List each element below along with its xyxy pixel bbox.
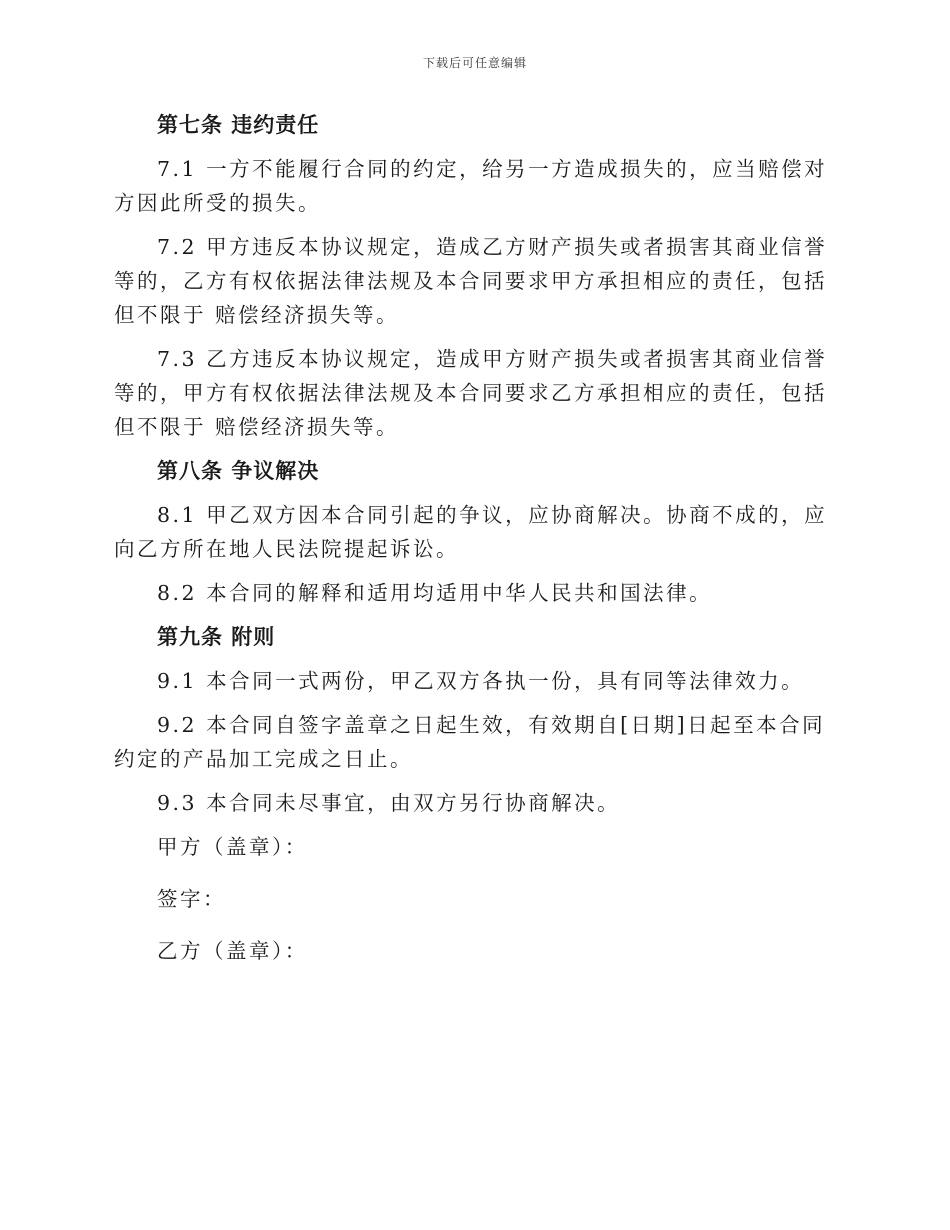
header-note: 下载后可任意编辑 <box>422 56 527 70</box>
section-heading: 第九条 附则 <box>157 625 276 649</box>
clause-7-2: 7.2 甲方违反本协议规定，造成乙方财产损失或者损害其商业信誉等的，乙方有权依据法律法规及本合同要求甲方承担相应的责任，包括但不限于 赔偿经济损失等。 <box>114 235 828 327</box>
section-7 <box>114 108 838 444</box>
section-heading: 第七条 违约责任 <box>157 113 320 137</box>
party-a-seal-label: 甲方（盖章）： <box>157 835 308 859</box>
clause-9-2: 9.2 本合同自签字盖章之日起生效，有效期自[日期]日起至本合同约定的产品加工完成之日止。 <box>114 713 826 771</box>
clause-9-3: 9.3 本合同未尽事宜，由双方另行协商解决。 <box>157 791 621 815</box>
signature-label: 签字： <box>157 887 226 911</box>
section-heading: 第八条 争议解决 <box>157 459 320 483</box>
signature-block <box>114 830 838 968</box>
party-b-seal-label: 乙方（盖章）： <box>157 939 308 963</box>
clause-9-1: 9.1 本合同一式两份，甲乙双方各执一份，具有同等法律效力。 <box>157 669 805 693</box>
clause-8-2: 8.2 本合同的解释和适用均适用中华人民共和国法律。 <box>157 581 713 605</box>
section-8 <box>114 454 838 610</box>
clause-8-1: 8.1 甲乙双方因本合同引起的争议，应协商解决。协商不成的，应向乙方所在地人民法院提起诉讼。 <box>114 503 828 561</box>
section-9 <box>114 620 838 820</box>
document-body <box>114 108 838 986</box>
clause-7-3: 7.3 乙方违反本协议规定，造成甲方财产损失或者损害其商业信誉等的，甲方有权依据法律法规及本合同要求乙方承担相应的责任，包括但不限于 赔偿经济损失等。 <box>114 347 828 439</box>
clause-7-1: 7.1 一方不能履行合同的约定，给另一方造成损失的，应当赔偿对方因此所受的损失。 <box>114 157 828 215</box>
